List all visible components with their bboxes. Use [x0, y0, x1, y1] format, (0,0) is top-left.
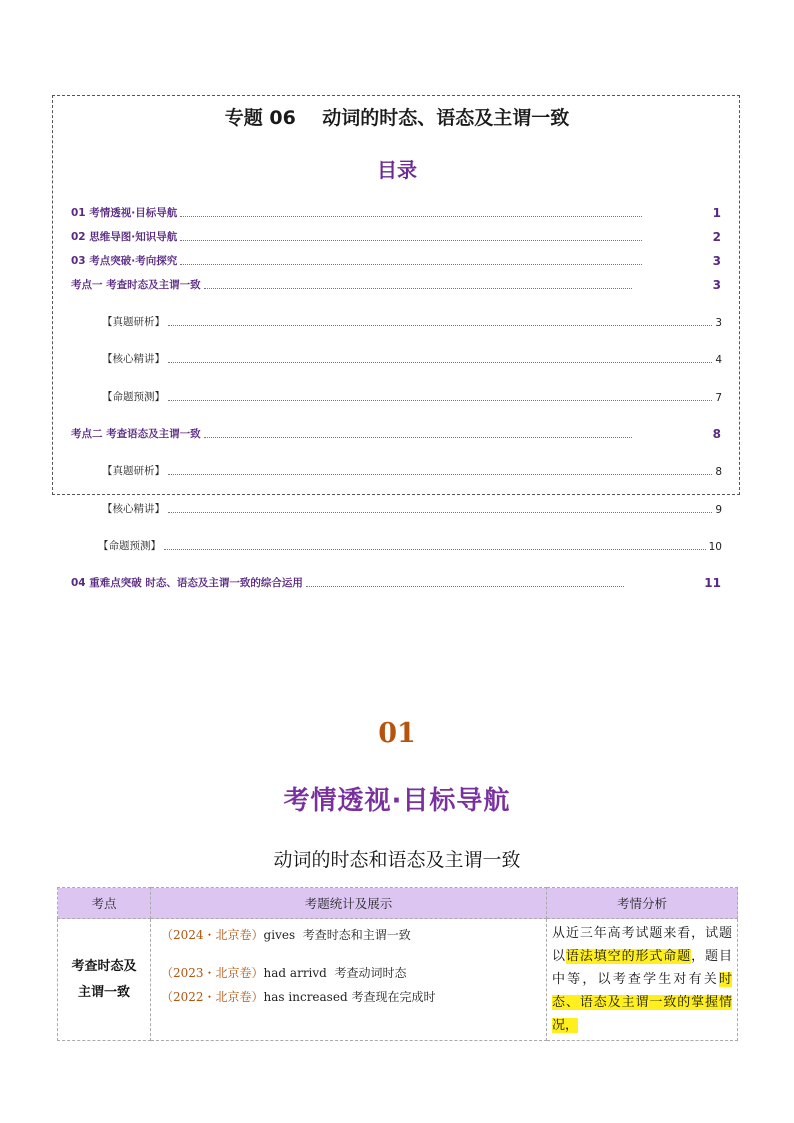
toc-item[interactable] [71, 276, 721, 292]
toc-item-label: 【命题预测】 [98, 540, 161, 552]
header-kaodian: 考点 [58, 888, 151, 919]
toc-item[interactable] [71, 574, 721, 590]
toc-item-label: 考点一 考查时态及主谓一致 [71, 279, 201, 291]
toc-dot-leader [168, 361, 712, 363]
toc-item-page: 3 [715, 317, 722, 329]
header-analysis: 考情分析 [547, 888, 738, 919]
analysis-text: 从近三年高考试题来看，试题以 [552, 926, 732, 964]
toc-subitem[interactable] [102, 350, 722, 366]
stat-answer: has increased [263, 990, 348, 1004]
toc-item-page: 7 [715, 392, 722, 404]
toc-dot-leader [204, 436, 632, 438]
stat-entry [161, 961, 536, 985]
toc-dot-leader [168, 399, 712, 401]
toc-item-page: 3 [712, 254, 721, 268]
toc-item-label: 考点二 考查语态及主谓一致 [71, 428, 201, 440]
toc-item-page: 8 [712, 427, 721, 441]
analysis-text: ，题目中等，以考查学生对有关 [552, 949, 732, 987]
toc-item-label: 【核心精讲】 [102, 353, 165, 365]
stat-entry [161, 985, 536, 1009]
toc-item[interactable] [71, 252, 721, 268]
stat-entry [161, 923, 536, 947]
toc-item-label: 【命题预测】 [102, 391, 165, 403]
document-title: 专题 06 动词的时态、语态及主谓一致 [224, 107, 570, 129]
analysis-cell [547, 919, 738, 1041]
toc-item[interactable] [71, 228, 721, 244]
toc-item-label: 【核心精讲】 [102, 503, 165, 515]
stat-description: 考查现在完成时 [351, 990, 436, 1004]
toc-subitem[interactable] [98, 537, 722, 553]
toc-subitem[interactable] [102, 462, 722, 478]
toc-item-label: 【真题研析】 [102, 465, 165, 477]
exam-analysis-table [57, 887, 738, 1041]
toc-item-page: 2 [712, 230, 721, 244]
toc-subitem[interactable] [102, 313, 722, 329]
toc-item[interactable] [71, 425, 721, 441]
toc-dot-leader [180, 239, 642, 241]
toc-dot-leader [168, 511, 712, 513]
analysis-highlight: 时态、语态及主谓一致的掌握情况， [552, 972, 732, 1033]
section-number: 01 [378, 718, 416, 749]
toc-item-label: 04 重难点突破 时态、语态及主谓一致的综合运用 [71, 577, 303, 589]
stat-description: 考查动词时态 [334, 966, 407, 980]
toc-item-page: 9 [715, 504, 722, 516]
toc-dot-leader [168, 473, 712, 475]
analysis-highlight: 语法填空的形式命题 [565, 949, 692, 964]
toc-subitem[interactable] [102, 500, 722, 516]
toc-heading: 目录 [377, 158, 417, 182]
section-subtitle: 动词的时态和语态及主谓一致 [273, 849, 521, 871]
toc-dot-leader [164, 548, 706, 550]
toc-item-page: 11 [704, 576, 721, 590]
stat-answer: gives [263, 928, 296, 942]
toc-item-label: 【真题研析】 [102, 316, 165, 328]
section-title: 考情透视·目标导航 [283, 786, 511, 816]
toc-item[interactable] [71, 204, 721, 220]
toc-item-page: 8 [715, 466, 722, 478]
toc-item-label: 01 考情透视·目标导航 [71, 207, 178, 219]
toc-item-page: 4 [715, 354, 722, 366]
exam-point-line: 主谓一致 [77, 984, 130, 1000]
stat-answer: had arrivd [263, 966, 327, 980]
exam-point-line: 考查时态及 [71, 958, 137, 974]
toc-item-page: 3 [712, 278, 721, 292]
toc-dot-leader [180, 263, 642, 265]
header-stats: 考题统计及展示 [151, 888, 547, 919]
toc-item-page: 10 [708, 541, 722, 553]
toc-item-label: 03 考点突破·考向探究 [71, 255, 178, 267]
toc-item-label: 02 思维导图·知识导航 [71, 231, 178, 243]
toc-dot-leader [180, 215, 642, 217]
stat-source: （2023・北京卷） [161, 966, 264, 980]
table-row [58, 919, 738, 1041]
stat-description: 考查时态和主谓一致 [302, 928, 411, 942]
stat-source: （2022・北京卷） [161, 990, 264, 1004]
toc-item-page: 1 [712, 206, 721, 220]
table-header-row [58, 888, 738, 919]
toc-dot-leader [168, 324, 712, 326]
toc-dot-leader [306, 585, 624, 587]
stats-cell [151, 919, 547, 1041]
toc-dot-leader [204, 287, 632, 289]
toc-subitem[interactable] [102, 388, 722, 404]
stat-source: （2024・北京卷） [161, 928, 264, 942]
exam-point-cell [58, 919, 151, 1041]
